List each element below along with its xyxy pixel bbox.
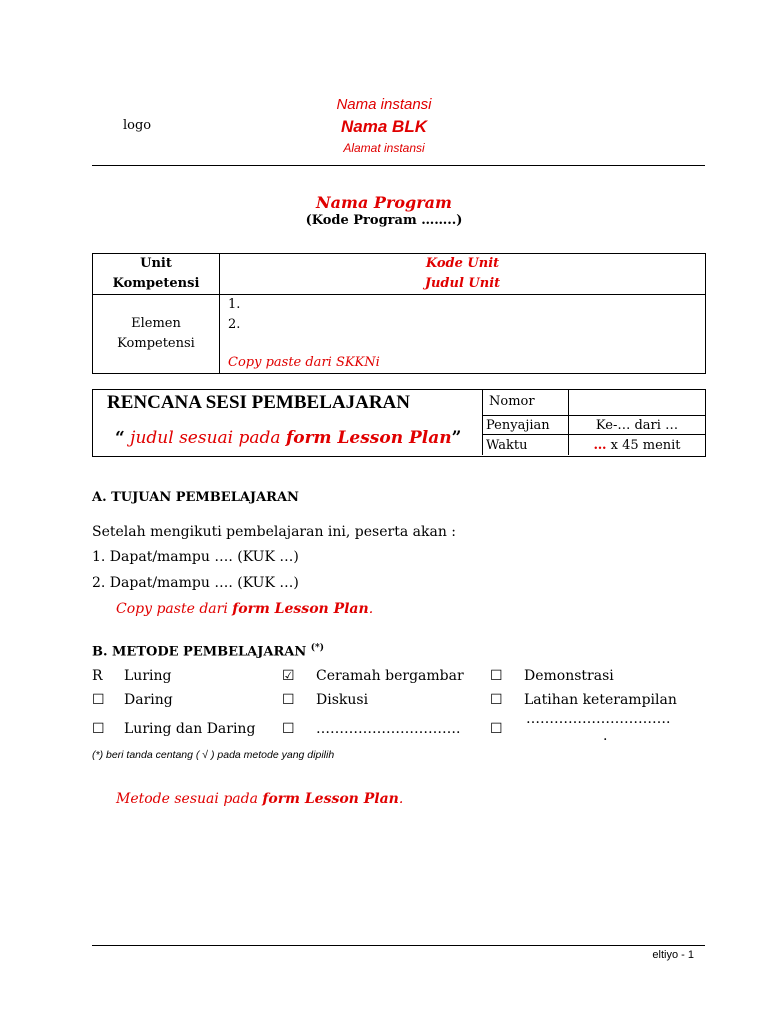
institution-address: Alamat instansi xyxy=(343,141,425,155)
section-a-note-bold: form Lesson Plan xyxy=(232,601,369,617)
section-a-title: A. TUJUAN PEMBELAJARAN xyxy=(92,490,299,505)
session-plan-box xyxy=(92,389,706,457)
section-b-title xyxy=(92,643,324,659)
waktu-value xyxy=(569,438,705,453)
footer-divider xyxy=(92,945,705,946)
program-name: Nama Program xyxy=(316,193,452,212)
element-item-2: 2. xyxy=(228,317,241,332)
unit-competency-table xyxy=(92,253,706,374)
header-divider xyxy=(92,165,705,166)
section-b-note-suffix: . xyxy=(398,791,404,807)
section-b-footnote: (*) beri tanda centang ( √ ) pada metode yang dipilih xyxy=(92,749,335,761)
unit-label-line1: Unit xyxy=(140,256,172,271)
option-latihan-label: Latihan keterampilan xyxy=(524,692,677,708)
option-hybrid-label: Luring dan Daring xyxy=(124,721,256,737)
penyajian-label: Penyajian xyxy=(486,418,550,433)
unit-title: Judul Unit xyxy=(424,276,501,291)
blk-name: Nama BLK xyxy=(341,117,427,136)
logo-placeholder: logo xyxy=(123,118,152,133)
option-diskusi-checkbox[interactable]: ☐ xyxy=(282,692,295,708)
section-b-note-bold: form Lesson Plan xyxy=(262,791,399,807)
option-daring-label: Daring xyxy=(124,692,173,708)
section-a-intro: Setelah mengikuti pembelajaran ini, peserta akan : xyxy=(92,524,456,540)
quote-open: “ xyxy=(115,428,125,448)
section-a-note-suffix: . xyxy=(368,601,374,617)
subtitle-text: judul sesuai pada xyxy=(124,428,286,448)
section-a-item-2: 2. Dapat/mampu …. (KUK …) xyxy=(92,575,299,591)
element-label-line1: Elemen xyxy=(131,316,181,331)
session-plan-title: RENCANA SESI PEMBELAJARAN xyxy=(107,392,410,413)
waktu-value-dots: … xyxy=(593,438,607,453)
unit-code: Kode Unit xyxy=(425,256,500,271)
option-demonstrasi-label: Demonstrasi xyxy=(524,668,614,684)
unit-label-line2: Kompetensi xyxy=(112,276,200,291)
option-other-1-checkbox[interactable]: ☐ xyxy=(282,721,295,737)
subtitle-bold: form Lesson Plan xyxy=(285,428,452,448)
option-demonstrasi-checkbox[interactable]: ☐ xyxy=(490,668,503,684)
section-a-note xyxy=(116,601,373,617)
option-hybrid-checkbox[interactable]: ☐ xyxy=(92,721,105,737)
page-footer: eltiyo - 1 xyxy=(652,949,694,961)
option-diskusi-label: Diskusi xyxy=(316,692,369,708)
section-b-title-sup: (*) xyxy=(310,643,325,653)
element-list-cell xyxy=(220,295,706,374)
option-latihan-checkbox[interactable]: ☐ xyxy=(490,692,503,708)
session-plan-subtitle xyxy=(115,428,461,448)
element-item-1: 1. xyxy=(228,297,241,312)
element-label-cell xyxy=(93,295,220,374)
element-note: Copy paste dari SKKNi xyxy=(228,355,380,370)
penyajian-value: Ke-… dari … xyxy=(595,418,679,433)
option-other-2-checkbox[interactable]: ☐ xyxy=(490,721,503,737)
unit-value-cell xyxy=(220,254,706,295)
element-label-line2: Kompetensi xyxy=(117,336,195,351)
section-b-note-prefix: Metode sesuai pada xyxy=(116,791,263,807)
program-code: (Kode Program ……..) xyxy=(305,213,463,228)
option-other-2-dot: . xyxy=(603,728,608,744)
waktu-label: Waktu xyxy=(486,438,528,453)
section-a-item-1: 1. Dapat/mampu …. (KUK …) xyxy=(92,549,299,565)
quote-close: ” xyxy=(451,428,462,448)
waktu-value-text: x 45 menit xyxy=(606,438,681,453)
option-ceramah-label: Ceramah bergambar xyxy=(316,668,464,684)
section-a-note-prefix: Copy paste dari xyxy=(116,601,233,617)
option-luring-label: Luring xyxy=(124,668,172,684)
option-ceramah-checkbox[interactable]: ☑ xyxy=(282,668,295,684)
nomor-label: Nomor xyxy=(489,394,535,409)
option-other-1-label: …………………………. xyxy=(316,721,461,737)
unit-label-cell xyxy=(93,254,220,295)
option-other-2-label: …………………………. xyxy=(526,711,671,727)
option-daring-checkbox[interactable]: ☐ xyxy=(92,692,105,708)
option-luring-checkbox[interactable]: R xyxy=(92,668,103,684)
section-b-note xyxy=(116,791,403,807)
section-b-title-text: B. METODE PEMBELAJARAN xyxy=(92,644,311,660)
institution-name: Nama instansi xyxy=(336,96,432,113)
